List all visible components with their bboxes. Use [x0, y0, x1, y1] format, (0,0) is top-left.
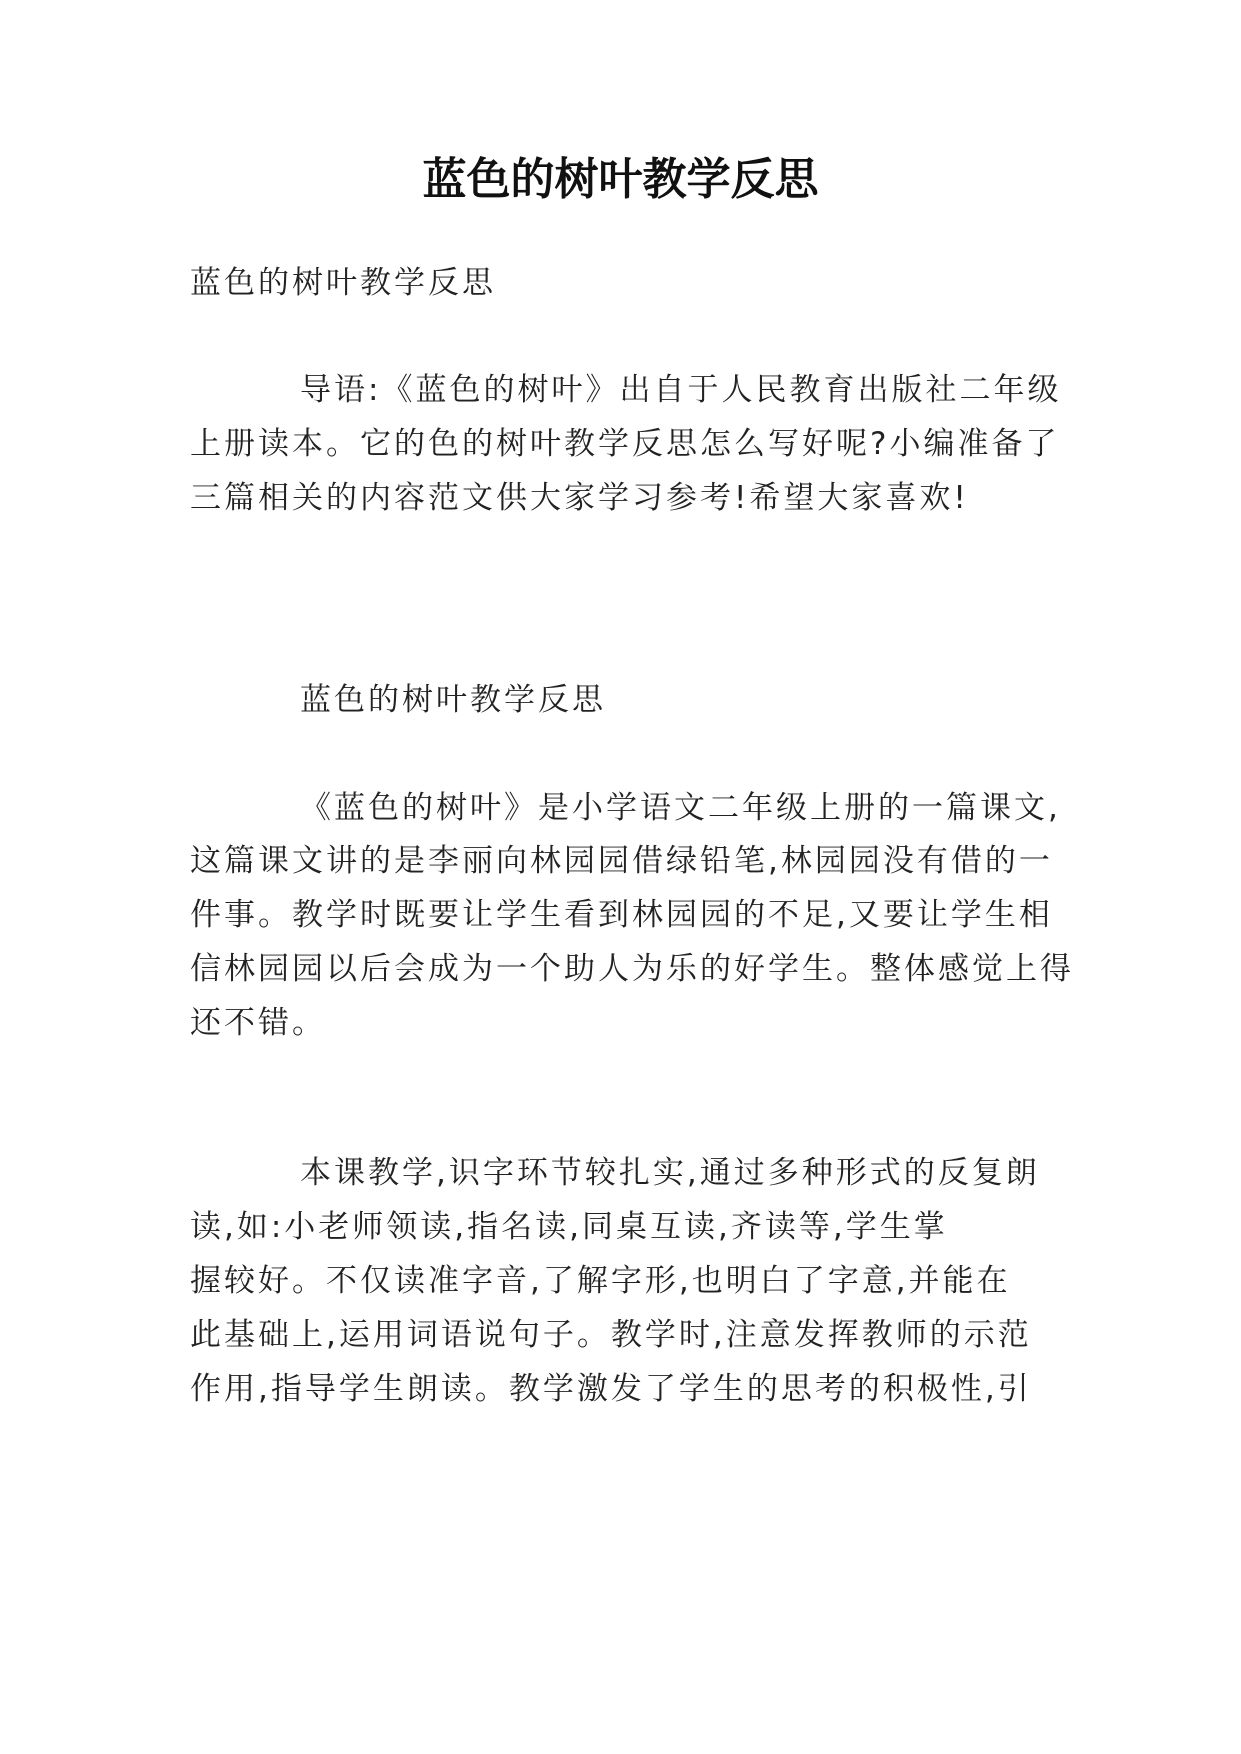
paragraph1-line: 件事。教学时既要让学生看到林园园的不足,又要让学生相	[190, 897, 1053, 933]
intro-line: 导语:《蓝色的树叶》出自于人民教育出版社二年级	[300, 372, 1062, 408]
paragraph1-line: 信林园园以后会成为一个助人为乐的好学生。整体感觉上得	[190, 951, 1074, 987]
paragraph2-line: 作用,指导学生朗读。教学激发了学生的思考的积极性,引	[190, 1371, 1032, 1407]
paragraph1-line: 这篇课文讲的是李丽向林园园借绿铅笔,林园园没有借的一	[190, 843, 1053, 879]
paragraph2-line: 握较好。不仅读准字音,了解字形,也明白了字意,并能在	[190, 1263, 1011, 1299]
intro-line: 三篇相关的内容范文供大家学习参考!希望大家喜欢!	[190, 480, 969, 516]
intro-line: 上册读本。它的色的树叶教学反思怎么写好呢?小编准备了	[190, 426, 1060, 462]
paragraph2-line: 此基础上,运用词语说句子。教学时,注意发挥教师的示范	[190, 1317, 1032, 1353]
document-title: 蓝色的树叶教学反思	[422, 154, 819, 205]
paragraph1-line: 《蓝色的树叶》是小学语文二年级上册的一篇课文,	[300, 790, 1061, 826]
paragraph2-line: 读,如:小老师领读,指名读,同桌互读,齐读等,学生掌	[190, 1209, 948, 1245]
section-heading: 蓝色的树叶教学反思	[300, 682, 606, 718]
paragraph1-line: 还不错。	[190, 1005, 326, 1041]
paragraph2-line: 本课教学,识字环节较扎实,通过多种形式的反复朗	[300, 1155, 1040, 1191]
document-subtitle: 蓝色的树叶教学反思	[190, 265, 496, 301]
